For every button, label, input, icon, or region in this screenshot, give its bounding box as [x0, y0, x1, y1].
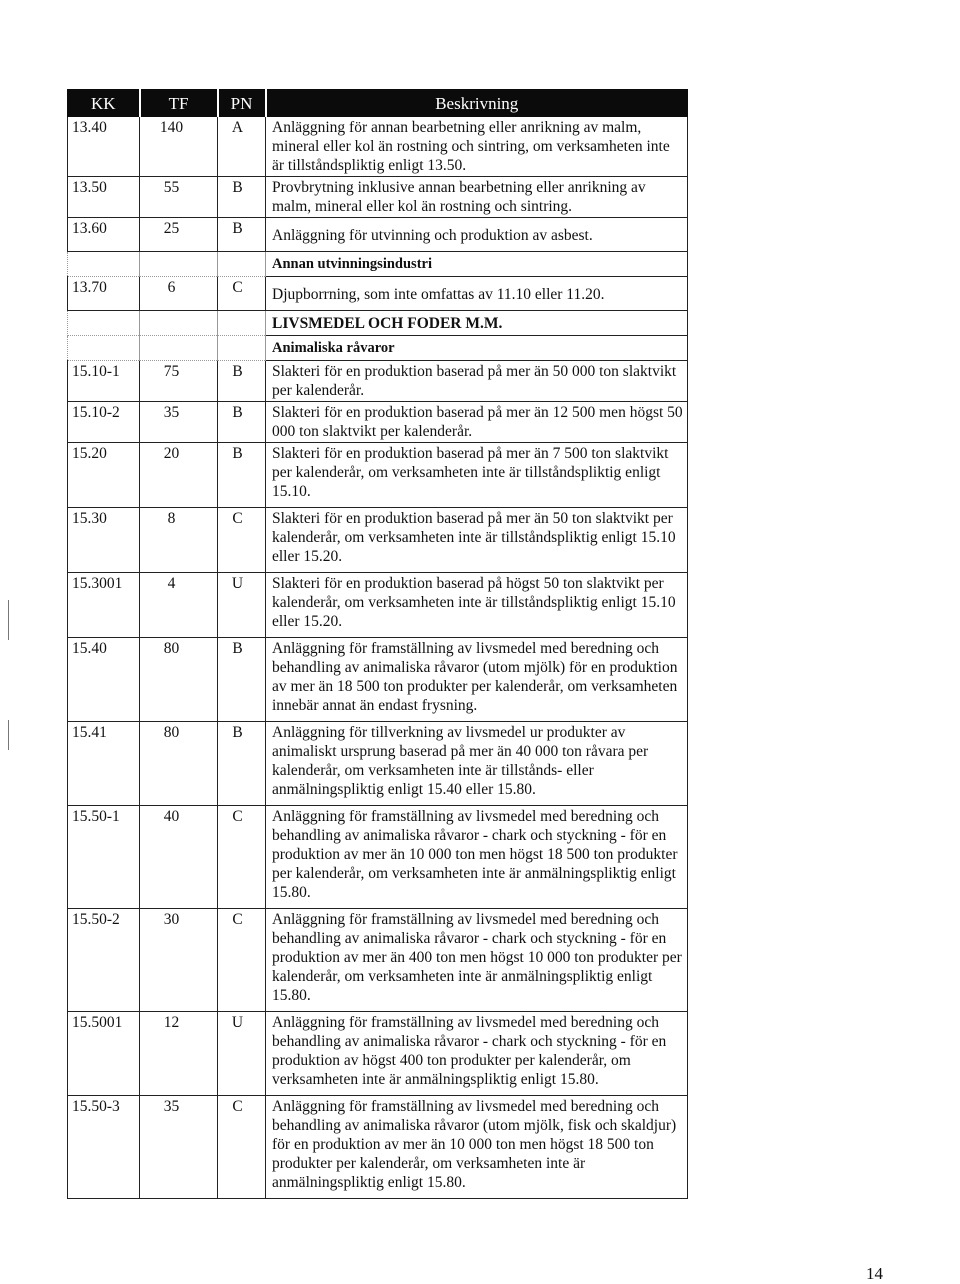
- kk-code: 15.10-1: [68, 361, 140, 402]
- kk-code: 15.3001: [68, 573, 140, 638]
- kk-code: 15.20: [68, 443, 140, 508]
- section-heading-row: [68, 311, 688, 336]
- pn-class: B: [218, 361, 266, 402]
- tf-value: 30: [140, 909, 218, 1012]
- description: Anläggning för utvinning och produktion av asbest.: [266, 218, 688, 252]
- section-heading: Annan utvinningsindustri: [266, 252, 688, 277]
- table-row: [68, 402, 688, 443]
- header-description: Beskrivning: [266, 90, 688, 117]
- pn-class: C: [218, 508, 266, 573]
- description: Slakteri för en produktion baserad på mer än 12 500 men högst 50 000 ton slaktvikt per kalenderår.: [266, 402, 688, 443]
- kk-code: 15.50-2: [68, 909, 140, 1012]
- header-kk: KK: [68, 90, 140, 117]
- table-row: [68, 722, 688, 806]
- description: Anläggning för framställning av livsmedel med beredning och behandling av animaliska råvaror - chark och styckning - för en produktion av mer än 400 ton men högst 10 000 ton produkter per kalenderår, om verksamheten inte är anmälningspliktig enligt 15.80.: [266, 909, 688, 1012]
- scan-margin-mark: [8, 720, 9, 750]
- tf-value: 80: [140, 722, 218, 806]
- pn-class: B: [218, 177, 266, 218]
- header-pn: PN: [218, 90, 266, 117]
- kk-code: 15.5001: [68, 1012, 140, 1096]
- header-tf: TF: [140, 90, 218, 117]
- table-row: [68, 508, 688, 573]
- kk-code: 13.70: [68, 277, 140, 311]
- tf-value: 40: [140, 806, 218, 909]
- tf-value: 35: [140, 1096, 218, 1199]
- section-heading-row: [68, 252, 688, 277]
- description: Anläggning för tillverkning av livsmedel ur produkter av animaliskt ursprung baserad på mer än 40 000 ton råvara per kalenderår, om verksamheten inte är tillstånds- eller anmälningspliktig enligt 15.40 eller 15.80.: [266, 722, 688, 806]
- table-row: [68, 806, 688, 909]
- pn-class: C: [218, 806, 266, 909]
- description: Provbrytning inklusive annan bearbetning eller anrikning av malm, mineral eller kol än rostning och sintring.: [266, 177, 688, 218]
- description: Anläggning för framställning av livsmedel med beredning och behandling av animaliska råvaror - chark och styckning - för en produktion av högst 400 ton produkter per kalenderår, om verksamheten inte är anmälningspliktig enligt 15.80.: [266, 1012, 688, 1096]
- pn-class: B: [218, 638, 266, 722]
- pn-class: B: [218, 443, 266, 508]
- description: Slakteri för en produktion baserad på mer än 50 ton slaktvikt per kalenderår, om verksamheten inte är tillståndspliktig enligt 15.10 eller 15.20.: [266, 508, 688, 573]
- tf-value: 6: [140, 277, 218, 311]
- table-row: [68, 1012, 688, 1096]
- tf-value: 140: [140, 117, 218, 177]
- pn-class: U: [218, 573, 266, 638]
- kk-code: 13.40: [68, 117, 140, 177]
- table-row: [68, 218, 688, 252]
- pn-class: B: [218, 402, 266, 443]
- table-row: [68, 361, 688, 402]
- kk-code: 15.30: [68, 508, 140, 573]
- description: Slakteri för en produktion baserad på högst 50 ton slaktvikt per kalenderår, om verksamheten inte är tillståndspliktig enligt 15.10 eller 15.20.: [266, 573, 688, 638]
- kk-code: 15.40: [68, 638, 140, 722]
- description: Anläggning för annan bearbetning eller anrikning av malm, mineral eller kol än rostning och sintring, om verksamheten inte är tillståndspliktig enligt 13.50.: [266, 117, 688, 177]
- section-heading: Animaliska råvaror: [266, 336, 688, 361]
- kk-code: 15.50-3: [68, 1096, 140, 1199]
- table-row: [68, 1096, 688, 1199]
- tf-value: 55: [140, 177, 218, 218]
- table-body: [68, 117, 688, 1199]
- tf-value: 12: [140, 1012, 218, 1096]
- tf-value: 35: [140, 402, 218, 443]
- description: Slakteri för en produktion baserad på mer än 7 500 ton slaktvikt per kalenderår, om verksamheten inte är tillståndspliktig enligt 15.10.: [266, 443, 688, 508]
- section-heading-row: [68, 336, 688, 361]
- table-row: [68, 638, 688, 722]
- description: Djupborrning, som inte omfattas av 11.10 eller 11.20.: [266, 277, 688, 311]
- kk-code: 13.50: [68, 177, 140, 218]
- table-row: [68, 443, 688, 508]
- tf-value: 4: [140, 573, 218, 638]
- kk-code: 13.60: [68, 218, 140, 252]
- tf-value: 8: [140, 508, 218, 573]
- description: Anläggning för framställning av livsmedel med beredning och behandling av animaliska råvaror (utom mjölk, fisk och skaldjur) för en produktion av mer än 10 000 ton men högst 18 500 ton produkter per kalenderår, om verksamheten inte är anmälningspliktig enligt 15.80.: [266, 1096, 688, 1199]
- pn-class: B: [218, 218, 266, 252]
- table-row: [68, 573, 688, 638]
- tf-value: 75: [140, 361, 218, 402]
- kk-code: 15.10-2: [68, 402, 140, 443]
- pn-class: A: [218, 117, 266, 177]
- tf-value: 25: [140, 218, 218, 252]
- pn-class: C: [218, 909, 266, 1012]
- description: Anläggning för framställning av livsmedel med beredning och behandling av animaliska råvaror (utom mjölk) för en produktion av mer än 18 500 ton produkter per kalenderår, om verksamheten innebär annat än endast frysning.: [266, 638, 688, 722]
- tf-value: 20: [140, 443, 218, 508]
- kk-code: 15.41: [68, 722, 140, 806]
- table-row: [68, 909, 688, 1012]
- table-row: [68, 177, 688, 218]
- scan-margin-mark: [8, 600, 9, 640]
- tf-value: 80: [140, 638, 218, 722]
- pn-class: U: [218, 1012, 266, 1096]
- classification-table: [67, 89, 688, 1199]
- table-row: [68, 117, 688, 177]
- page-number: 14: [866, 1264, 883, 1283]
- pn-class: C: [218, 1096, 266, 1199]
- description: Anläggning för framställning av livsmedel med beredning och behandling av animaliska råvaror - chark och styckning - för en produktion av mer än 10 000 ton men högst 18 500 ton produkter per kalenderår, om verksamheten inte är anmälningspliktig enligt 15.80.: [266, 806, 688, 909]
- description: Slakteri för en produktion baserad på mer än 50 000 ton slaktvikt per kalenderår.: [266, 361, 688, 402]
- kk-code: 15.50-1: [68, 806, 140, 909]
- table-header: [68, 90, 688, 117]
- section-heading: LIVSMEDEL OCH FODER M.M.: [266, 311, 688, 336]
- table-row: [68, 277, 688, 311]
- pn-class: B: [218, 722, 266, 806]
- pn-class: C: [218, 277, 266, 311]
